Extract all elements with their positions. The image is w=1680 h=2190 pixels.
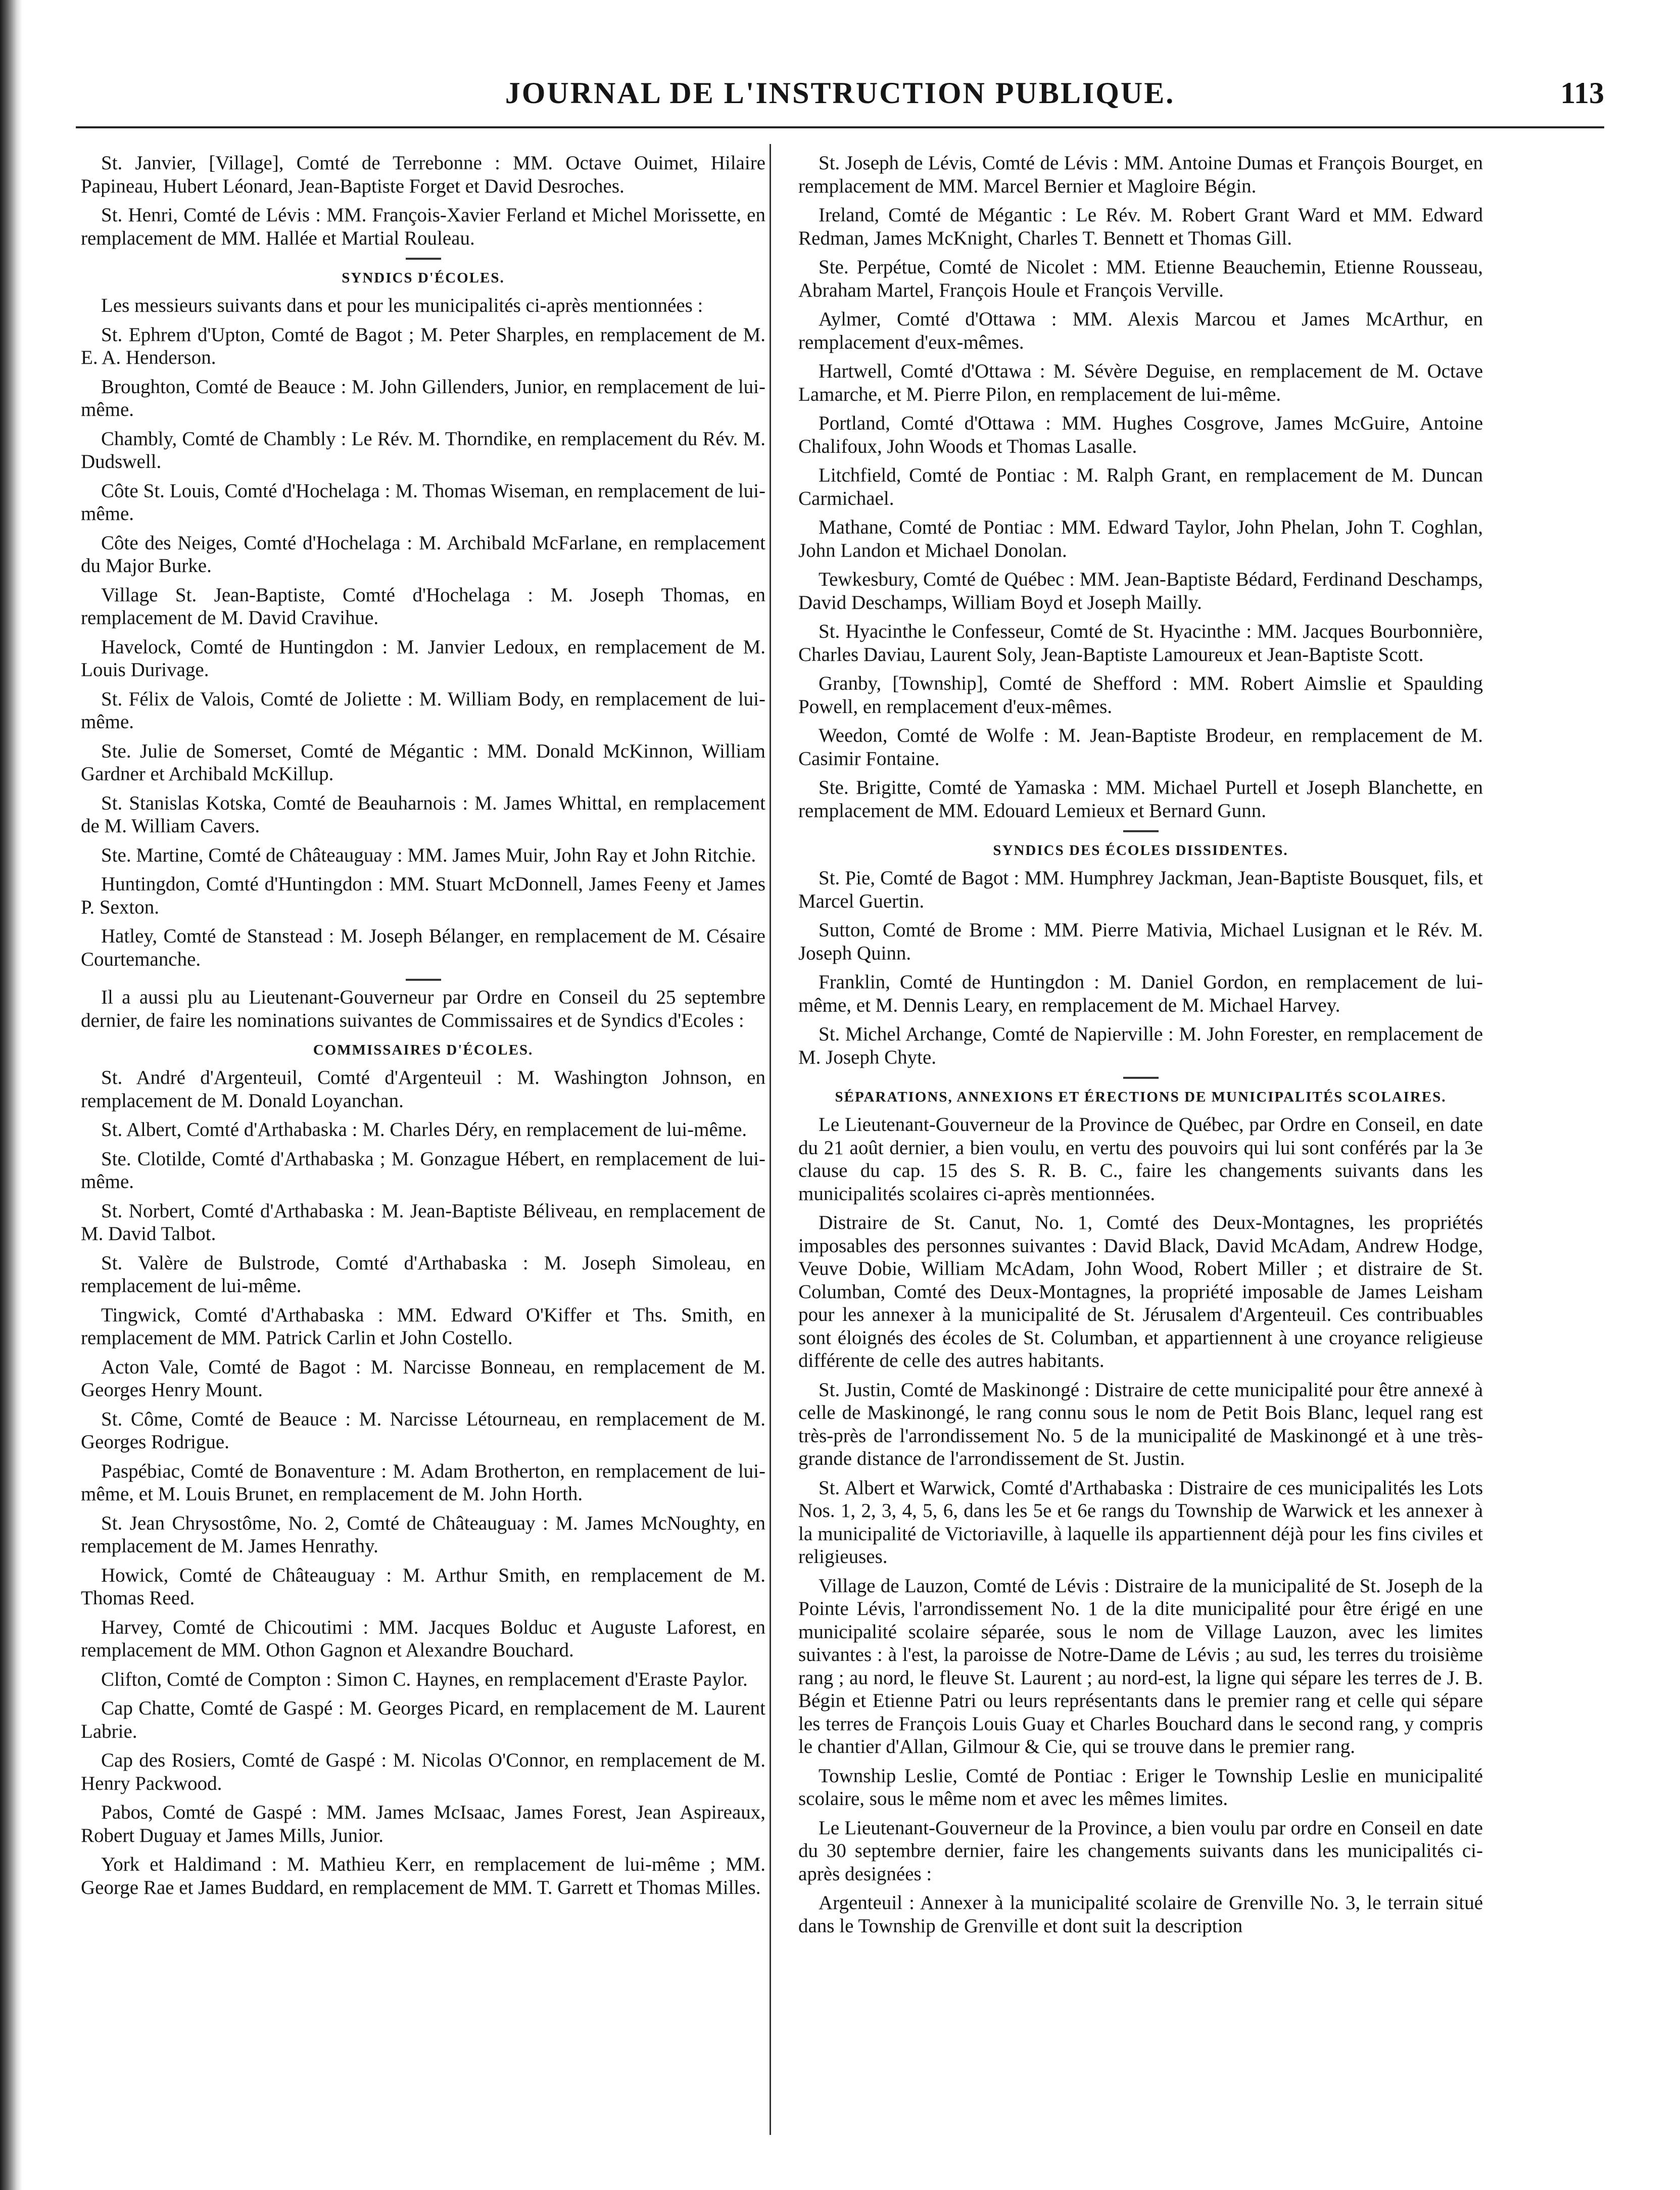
separation-entry: Le Lieutenant-Gouverneur de la Province, a bien voulu par ordre en Conseil en date du 30 septembre dernier, faire les changements suivants dans les municipalités ci-après designées : <box>798 1817 1483 1885</box>
commissaires-entries <box>81 1066 765 1899</box>
section-rule <box>1123 1077 1159 1079</box>
dissident-syndic-entry: Sutton, Comté de Brome : MM. Pierre Mativia, Michael Lusignan et le Rév. M. Joseph Quinn. <box>798 919 1483 964</box>
syndic-entry: Ste. Perpétue, Comté de Nicolet : MM. Etienne Beauchemin, Etienne Rousseau, Abraham Martel, François Houle et François Verville. <box>798 256 1483 301</box>
commissioner-entry: Howick, Comté de Châteauguay : M. Arthur Smith, en remplacement de M. Thomas Reed. <box>81 1564 765 1609</box>
commissaires-heading: COMMISSAIRES D'ÉCOLES. <box>313 1042 534 1058</box>
left-top-entries <box>81 152 765 250</box>
syndic-entry: Côte des Neiges, Comté d'Hochelaga : M. Archibald McFarlane, en remplacement du Major Burke. <box>81 532 765 577</box>
right-column <box>798 152 1483 1943</box>
syndic-entry: Ireland, Comté de Mégantic : Le Rév. M. Robert Grant Ward et MM. Edward Redman, James McKnight, Charles T. Bennett et Thomas Gill. <box>798 204 1483 249</box>
commissioner-entry: Cap Chatte, Comté de Gaspé : M. Georges Picard, en remplacement de M. Laurent Labrie. <box>81 1697 765 1742</box>
syndic-entry: Portland, Comté d'Ottawa : MM. Hughes Cosgrove, James McGuire, Antoine Chalifoux, John Woods et Thomas Lasalle. <box>798 412 1483 457</box>
syndic-entry: Hatley, Comté de Stanstead : M. Joseph Bélanger, en remplacement de M. Césaire Courtemanche. <box>81 925 765 970</box>
syndic-entry: Aylmer, Comté d'Ottawa : MM. Alexis Marcou et James McArthur, en remplacement d'eux-mêmes. <box>798 308 1483 353</box>
separation-entry: Le Lieutenant-Gouverneur de la Province de Québec, par Ordre en Conseil, en date du 21 août dernier, a bien voulu, en vertu des pouvoirs qui lui sont conférés par la 3e clause du cap. 15 des S. R. B. C., faire les changements suivants dans les municipalités scolaires ci-après mentionnées. <box>798 1114 1483 1205</box>
syndic-entry: Ste. Brigitte, Comté de Yamaska : MM. Michael Purtell et Joseph Blanchette, en remplacement de MM. Edouard Lemieux et Bernard Gunn. <box>798 777 1483 822</box>
section-rule <box>1123 830 1159 832</box>
dissident-syndic-entry: Franklin, Comté de Huntingdon : M. Daniel Gordon, en remplacement de lui-même, et M. Dennis Leary, en remplacement de M. Michael Harvey. <box>798 971 1483 1016</box>
syndic-entry: Mathane, Comté de Pontiac : MM. Edward Taylor, John Phelan, John T. Coghlan, John Landon et Michael Donolan. <box>798 516 1483 561</box>
commissioner-entry: Paspébiac, Comté de Bonaventure : M. Adam Brotherton, en remplacement de lui-même, et M. Louis Brunet, en remplacement de M. John Horth. <box>81 1460 765 1505</box>
page-number: 113 <box>1560 76 1604 110</box>
syndic-entry: St. Joseph de Lévis, Comté de Lévis : MM. Antoine Dumas et François Bourget, en remplacement de MM. Marcel Bernier et Magloire Bégin. <box>798 152 1483 197</box>
commissioner-entry: Ste. Clotilde, Comté d'Arthabaska ; M. Gonzague Hébert, en remplacement de lui-même. <box>81 1148 765 1193</box>
commissioner-entry: York et Haldimand : M. Mathieu Kerr, en remplacement de lui-même ; MM. George Rae et James Buddard, en remplacement de MM. T. Garrett et Thomas Milles. <box>81 1853 765 1898</box>
commissioner-entry: Harvey, Comté de Chicoutimi : MM. Jacques Bolduc et Auguste Laforest, en remplacement de MM. Othon Gagnon et Alexandre Bouchard. <box>81 1616 765 1661</box>
commissioner-entry: St. Jean Chrysostôme, No. 2, Comté de Châteauguay : M. James McNoughty, en remplacement de M. James Henrathy. <box>81 1512 765 1557</box>
separation-entry: Township Leslie, Comté de Pontiac : Eriger le Township Leslie en municipalité scolaire, sous le même nom et avec les mêmes limites. <box>798 1765 1483 1810</box>
syndics-entries <box>81 323 765 971</box>
syndic-entry: Village St. Jean-Baptiste, Comté d'Hochelaga : M. Joseph Thomas, en remplacement de M. David Cravihue. <box>81 584 765 629</box>
syndic-entry: Ste. Julie de Somerset, Comté de Mégantic : MM. Donald McKinnon, William Gardner et Archibald McKillup. <box>81 740 765 785</box>
right-top-entries <box>798 152 1483 822</box>
order-paragraph: Il a aussi plu au Lieutenant-Gouverneur par Ordre en Conseil du 25 septembre dernier, de faire les nominations suivantes de Commissaires et de Syndics d'Ecoles : <box>81 986 765 1031</box>
separation-entry: St. Justin, Comté de Maskinongé : Distraire de cette municipalité pour être annexé à celle de Maskinongé, le rang connu sous le nom de Petit Bois Blanc, lequel rang est très-près de l'arrondissement No. 5 de la municipalité de Maskinongé et à une très-grande distance de l'arrondissement de St. Justin. <box>798 1378 1483 1469</box>
syndic-entry: Ste. Martine, Comté de Châteauguay : MM. James Muir, John Ray et John Ritchie. <box>101 844 756 866</box>
dissident-syndic-entry: St. Michel Archange, Comté de Napierville : M. John Forester, en remplacement de M. Joseph Chyte. <box>798 1023 1483 1068</box>
column-divider <box>770 144 771 2135</box>
commissioner-entry: St. Norbert, Comté d'Arthabaska : M. Jean-Baptiste Béliveau, en remplacement de M. David Talbot. <box>81 1200 765 1245</box>
commissioner-entry: St. Janvier, [Village], Comté de Terrebonne : MM. Octave Ouimet, Hilaire Papineau, Hubert Léonard, Jean-Baptiste Forget et David Desroches. <box>81 152 765 197</box>
separation-entry: Distraire de St. Canut, No. 1, Comté des Deux-Montagnes, les propriétés imposables des personnes suivantes : David Black, David McAdam, Andrew Hodge, Veuve Dobie, William McAdam, John Wood, Robert Miller ; et distraire de St. Columban, Comté des Deux-Montagnes, la propriété imposable de James Leisham pour les annexer à la municipalité de St. Jérusalem d'Argenteuil. Ces contribuables sont éloignés des écoles de St. Columban, et appartiennent à une croyance religieuse différente de celle des autres habitants. <box>798 1212 1483 1371</box>
page-binding-edge <box>0 0 22 2190</box>
syndics-heading: SYNDICS D'ÉCOLES. <box>342 270 505 286</box>
syndic-entry: Hartwell, Comté d'Ottawa : M. Sévère Deguise, en remplacement de M. Octave Lamarche, et M. Pierre Pilon, en remplacement de lui-même. <box>798 360 1483 405</box>
syndic-entry: Weedon, Comté de Wolfe : M. Jean-Baptiste Brodeur, en remplacement de M. Casimir Fontaine. <box>798 725 1483 770</box>
syndic-entry: St. Stanislas Kotska, Comté de Beauharnois : M. James Whittal, en remplacement de M. William Cavers. <box>81 792 765 837</box>
header-rule <box>76 126 1604 128</box>
left-column <box>81 152 765 1905</box>
syndic-entry: St. Hyacinthe le Confesseur, Comté de St. Hyacinthe : MM. Jacques Bourbonnière, Charles Daviau, Laurent Soly, Jean-Baptiste Lamoureux et Jean-Baptiste Scott. <box>798 621 1483 665</box>
commissioner-entry: Tingwick, Comté d'Arthabaska : MM. Edward O'Kiffer et Ths. Smith, en remplacement de MM. Patrick Carlin et John Costello. <box>81 1304 765 1349</box>
dissidents-heading: SYNDICS DES ÉCOLES DISSIDENTES. <box>993 842 1288 859</box>
syndic-entry: St. Ephrem d'Upton, Comté de Bagot ; M. Peter Sharples, en remplacement de M. E. A. Henderson. <box>81 323 765 368</box>
separation-entry: Argenteuil : Annexer à la municipalité scolaire de Grenville No. 3, le terrain situé dans le Township de Grenville et dont suit la description <box>798 1892 1483 1937</box>
section-rule <box>406 258 441 260</box>
syndic-entry: Granby, [Township], Comté de Shefford : MM. Robert Aimslie et Spaulding Powell, en remplacement d'eux-mêmes. <box>798 673 1483 718</box>
dissidents-entries <box>798 867 1483 1069</box>
separation-entry: St. Albert et Warwick, Comté d'Arthabaska : Distraire de ces municipalités les Lots Nos. 1, 2, 3, 4, 5, 6, dans les 5e et 6e rangs du Township de Warwick et les annexer à la municipalité de Victoriaville, à laquelle ils appartiennent déjà pour les fins civiles et religieuses. <box>798 1477 1483 1567</box>
commissioner-entry: Clifton, Comté de Compton : Simon C. Haynes, en remplacement d'Eraste Paylor. <box>101 1668 748 1690</box>
syndic-entry: Havelock, Comté de Huntingdon : M. Janvier Ledoux, en remplacement de M. Louis Durivage. <box>81 636 765 681</box>
syndic-entry: Huntingdon, Comté d'Huntingdon : MM. Stuart McDonnell, James Feeny et James P. Sexton. <box>81 873 765 918</box>
separations-entries <box>798 1113 1483 1937</box>
separations-heading: SÉPARATIONS, ANNEXIONS ET ÉRECTIONS DE MUNICIPALITÉS SCOLAIRES. <box>835 1089 1447 1105</box>
syndic-entry: Chambly, Comté de Chambly : Le Rév. M. Thorndike, en remplacement du Rév. M. Dudswell. <box>81 427 765 472</box>
commissioner-entry: St. Albert, Comté d'Arthabaska : M. Charles Déry, en remplacement de lui-même. <box>101 1119 747 1140</box>
syndic-entry: Broughton, Comté de Beauce : M. John Gillenders, Junior, en remplacement de lui-même. <box>81 375 765 420</box>
commissioner-entry: Pabos, Comté de Gaspé : MM. James McIsaac, James Forest, Jean Aspireaux, Robert Duguay et James Mills, Junior. <box>81 1801 765 1846</box>
page-header <box>76 76 1604 116</box>
commissioner-entry: St. Côme, Comté de Beauce : M. Narcisse Létourneau, en remplacement de M. Georges Rodrigue. <box>81 1408 765 1453</box>
commissioner-entry: St. Valère de Bulstrode, Comté d'Arthabaska : M. Joseph Simoleau, en remplacement de lui-même. <box>81 1252 765 1297</box>
syndic-entry: Litchfield, Comté de Pontiac : M. Ralph Grant, en remplacement de M. Duncan Carmichael. <box>798 464 1483 509</box>
commissioner-entry: St. André d'Argenteuil, Comté d'Argenteuil : M. Washington Johnson, en remplacement de M. Donald Loyanchan. <box>81 1067 765 1112</box>
commissioner-entry: St. Henri, Comté de Lévis : MM. François-Xavier Ferland et Michel Morissette, en remplacement de MM. Hallée et Martial Rouleau. <box>81 204 765 249</box>
syndics-intro: Les messieurs suivants dans et pour les municipalités ci-après mentionnées : <box>101 295 703 316</box>
commissioner-entry: Cap des Rosiers, Comté de Gaspé : M. Nicolas O'Connor, en remplacement de M. Henry Packwood. <box>81 1749 765 1794</box>
syndic-entry: Côte St. Louis, Comté d'Hochelaga : M. Thomas Wiseman, en remplacement de lui-même. <box>81 480 765 525</box>
syndic-entry: Tewkesbury, Comté de Québec : MM. Jean-Baptiste Bédard, Ferdinand Deschamps, David Deschamps, William Boyd et Joseph Mailly. <box>798 568 1483 613</box>
section-rule <box>406 979 441 981</box>
syndic-entry: St. Félix de Valois, Comté de Joliette : M. William Body, en remplacement de lui-même. <box>81 688 765 733</box>
separation-entry: Village de Lauzon, Comté de Lévis : Distraire de la municipalité de St. Joseph de la Pointe Lévis, l'arrondissement No. 1 de la dite municipalité pour être érigé en une municipalité scolaire séparée, sous le nom de Village Lauzon, avec les limites suivantes : à l'est, la paroisse de Notre-Dame de Lévis ; au sud, les terres du troisième rang ; au nord, le fleuve St. Laurent ; au nord-est, la ligne qui sépare les terres de J. B. Bégin et Etienne Patri ou leurs représentants dans le premier rang et celle qui sépare les terres de François Louis Guay et Charles Bouchard dans le second rang, y compris le chantier d'Allan, Gilmour & Cie, qui se trouve dans le premier rang. <box>798 1575 1483 1757</box>
journal-title: JOURNAL DE L'INSTRUCTION PUBLIQUE. <box>505 76 1175 110</box>
dissident-syndic-entry: St. Pie, Comté de Bagot : MM. Humphrey Jackman, Jean-Baptiste Bousquet, fils, et Marcel Guertin. <box>798 867 1483 912</box>
commissioner-entry: Acton Vale, Comté de Bagot : M. Narcisse Bonneau, en remplacement de M. Georges Henry Mount. <box>81 1356 765 1401</box>
